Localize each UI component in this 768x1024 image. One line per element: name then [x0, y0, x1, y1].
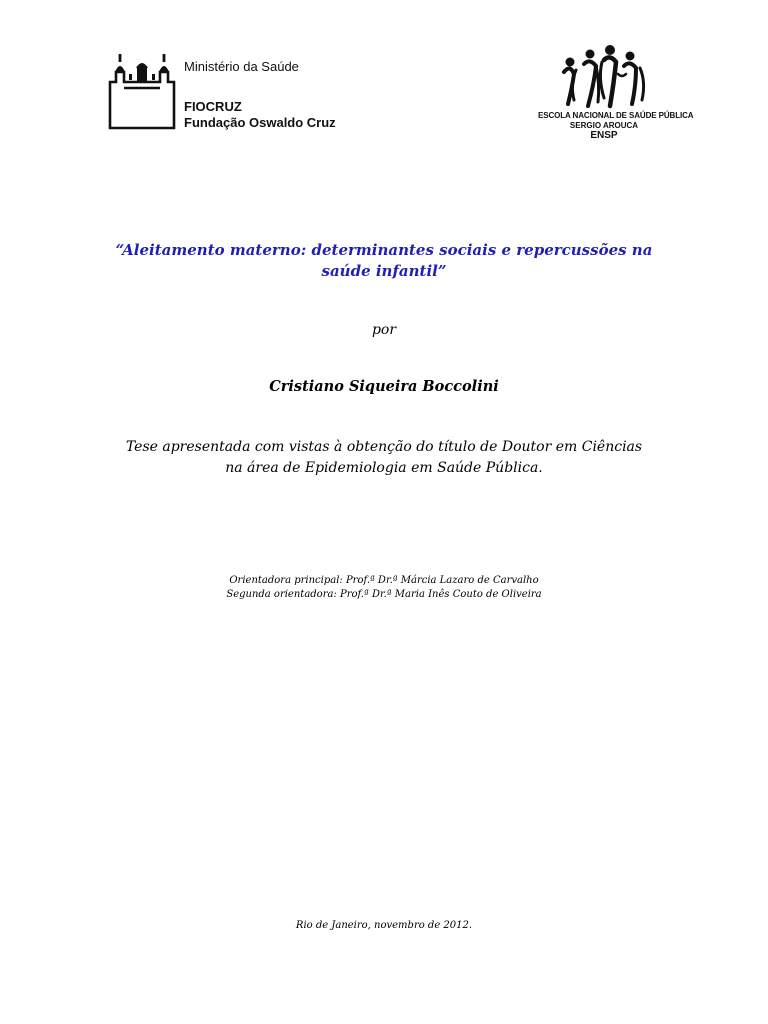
ensp-figures-icon — [560, 44, 648, 110]
ensp-school-name: ESCOLA NACIONAL DE SAÚDE PÚBLICA — [538, 111, 694, 120]
thesis-statement-line-1: Tese apresentada com vistas à obtenção do título de Doutor em Ciências — [125, 439, 643, 455]
ensp-acronym: ENSP — [590, 130, 618, 141]
fiocruz-logo — [106, 50, 346, 132]
ensp-logo — [538, 44, 694, 146]
fiocruz-short-name: FIOCRUZ — [184, 99, 242, 114]
advisor-main: Orientadora principal: Prof.ª Dr.ª Márcia Lazaro de Carvalho — [229, 575, 539, 586]
ministry-label: Ministério da Saúde — [184, 59, 299, 74]
author-name: Cristiano Siqueira Boccolini — [269, 378, 499, 395]
ensp-school-subtitle: SERGIO AROUCA — [569, 121, 639, 130]
advisor-second: Segunda orientadora: Prof.ª Dr.ª Maria Inês Couto de Oliveira — [226, 589, 542, 600]
advisors — [0, 574, 768, 602]
by-label: por — [371, 322, 397, 338]
fiocruz-name — [184, 99, 336, 131]
thesis-statement — [104, 437, 664, 479]
thesis-title: “Aleitamento materno: determinantes sociais e repercussões na saúde infantil” — [115, 241, 653, 280]
place-date: Rio de Janeiro, novembro de 2012. — [295, 920, 473, 931]
fiocruz-castle-icon — [106, 50, 178, 130]
thesis-statement-line-2: na área de Epidemiologia em Saúde Pública. — [225, 460, 543, 476]
fiocruz-full-name: Fundação Oswaldo Cruz — [184, 115, 336, 130]
